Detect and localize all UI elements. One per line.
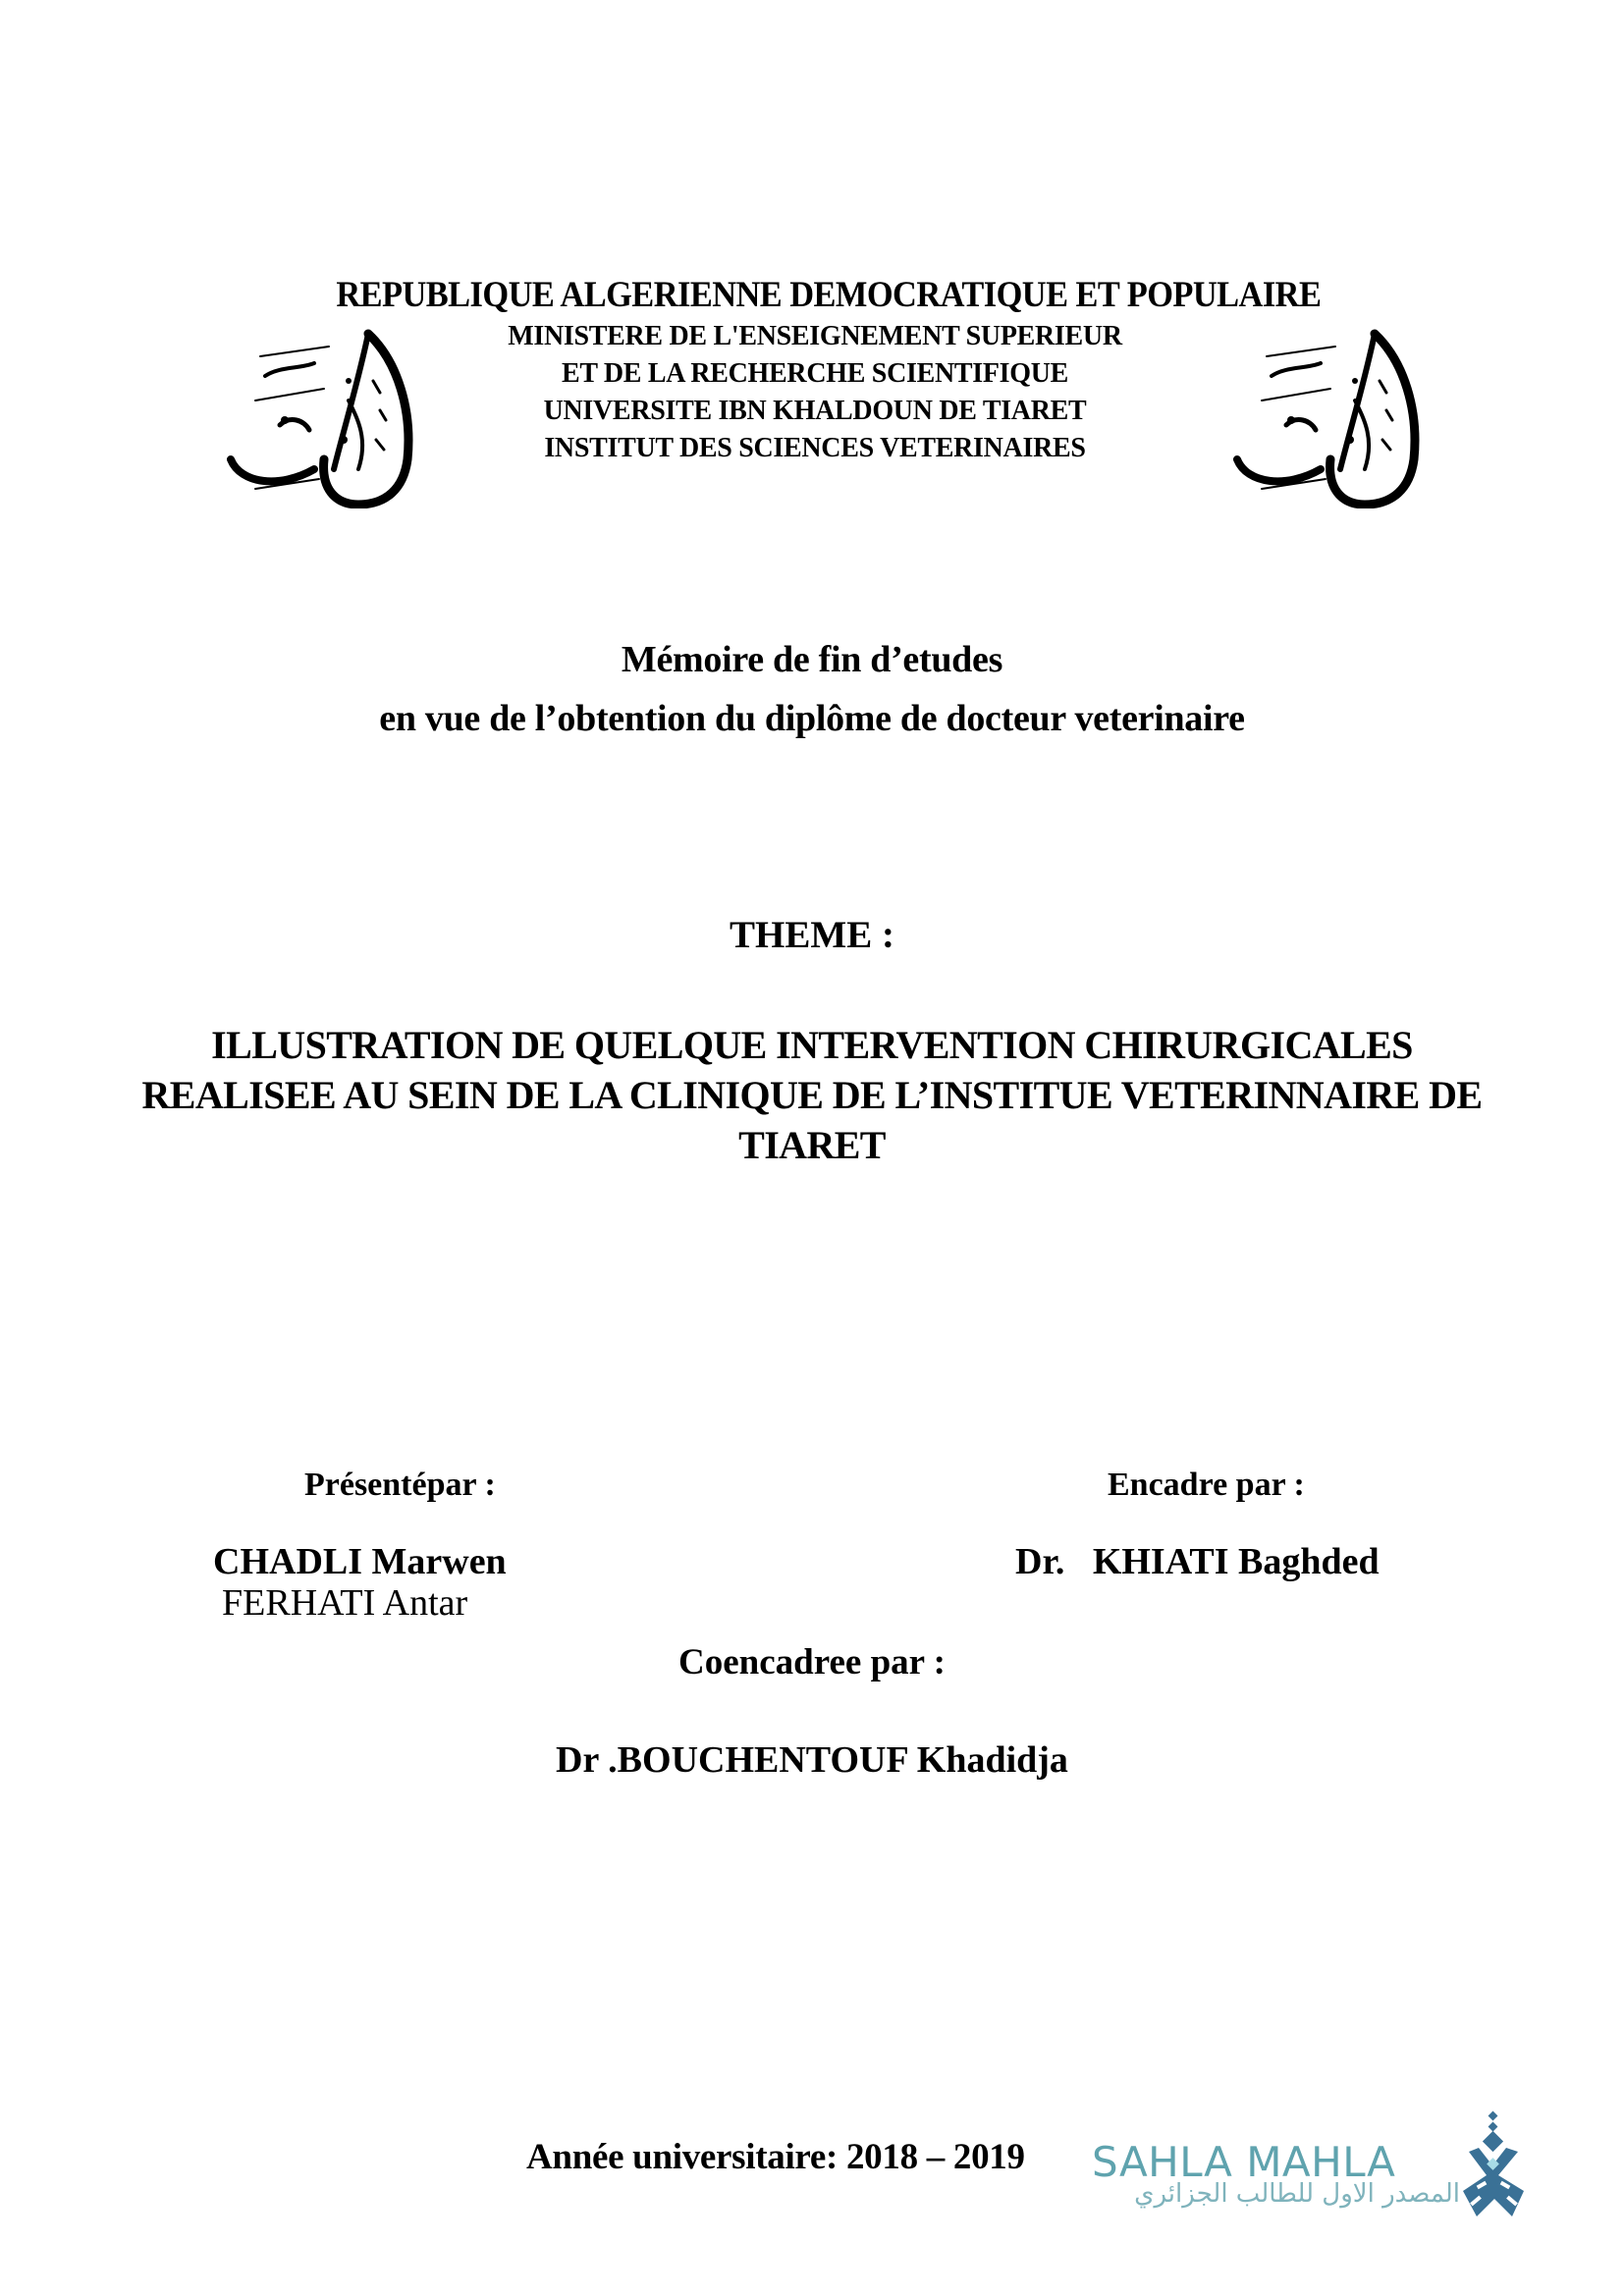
watermark-brand: SAHLA MAHLA (1092, 2138, 1396, 2186)
theme-label: THEME : (730, 914, 894, 956)
university-logo-right-icon (1218, 322, 1426, 508)
presented-by-label: Présentépar : (304, 1467, 496, 1503)
memoire-title: Mémoire de fin d’etudes (621, 639, 1003, 680)
university-name: UNIVERSITE IBN KHALDOUN DE TIARET (543, 396, 1087, 426)
co-supervisor-label: Coencadree par : (678, 1642, 946, 1682)
supervisor-label: Encadre par : (1108, 1467, 1305, 1503)
supervisor-name: Dr. KHIATI Baghded (1015, 1541, 1380, 1582)
university-logo-left-icon (211, 322, 419, 508)
student-name-2: FERHATI Antar (222, 1582, 468, 1624)
ministry-line-1: MINISTERE DE L'ENSEIGNEMENT SUPERIEUR (508, 321, 1122, 351)
co-supervisor-name: Dr .BOUCHENTOUF Khadidja (556, 1739, 1068, 1781)
academic-year: Année universitaire: 2018 – 2019 (526, 2137, 1025, 2177)
watermark-tagline: المصدر الاول للطالب الجزائري (1134, 2179, 1460, 2209)
theme-line-3: TIARET (738, 1123, 886, 1167)
sahla-mahla-logo-icon (1455, 2110, 1534, 2220)
theme-line-2: REALISEE AU SEIN DE LA CLINIQUE DE L’INSTITUE VETERINNAIRE DE (141, 1073, 1483, 1117)
student-name-1: CHADLI Marwen (213, 1541, 507, 1582)
theme-line-1: ILLUSTRATION DE QUELQUE INTERVENTION CHIRURGICALES (211, 1023, 1413, 1067)
ministry-line-2: ET DE LA RECHERCHE SCIENTIFIQUE (561, 358, 1069, 389)
memoire-subtitle: en vue de l’obtention du diplôme de docteur veterinaire (379, 698, 1245, 739)
republic-title: REPUBLIQUE ALGERIENNE DEMOCRATIQUE ET POPULAIRE (336, 275, 1322, 315)
institute-name: INSTITUT DES SCIENCES VETERINAIRES (544, 433, 1086, 463)
